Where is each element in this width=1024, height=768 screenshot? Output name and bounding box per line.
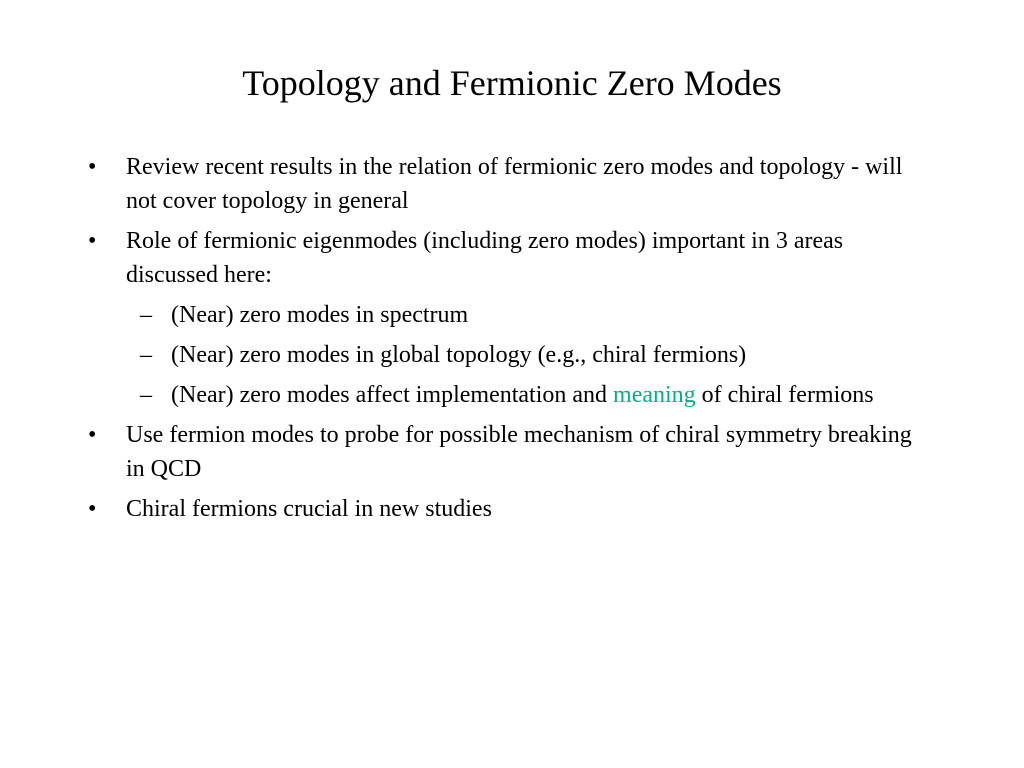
sub-bullet-text: (Near) zero modes in spectrum <box>171 302 469 328</box>
sub-bullet-item <box>0 298 1024 332</box>
sub-bullet-text: (Near) zero modes in global topology (e.g., chiral fermions) <box>171 342 747 368</box>
sub-bullet-item <box>0 378 1024 412</box>
sub-bullet-item <box>0 338 1024 372</box>
sub-bullet-text-before: (Near) zero modes affect implementation and <box>171 382 614 408</box>
bullet-text: Chiral fermions crucial in new studies <box>126 496 492 522</box>
bullet-marker: • <box>88 228 97 254</box>
bullet-text: Role of fermionic eigenmodes (including zero modes) important in 3 areas discussed here: <box>126 228 844 288</box>
bullet-item <box>0 224 1024 292</box>
bullet-text: Review recent results in the relation of fermionic zero modes and topology - will not cover topology in general <box>126 154 903 214</box>
bullet-text: Use fermion modes to probe for possible mechanism of chiral symmetry breaking in QCD <box>126 422 912 482</box>
dash-marker: – <box>140 342 152 368</box>
bullet-marker: • <box>88 422 97 448</box>
dash-marker: – <box>140 302 152 328</box>
bullet-marker: • <box>88 496 97 522</box>
bullet-item <box>0 150 1024 218</box>
bullet-item <box>0 492 1024 526</box>
sub-bullet-group <box>0 298 1024 412</box>
bullet-list <box>0 150 1024 532</box>
bullet-marker: • <box>88 154 97 180</box>
highlighted-word: meaning <box>613 382 696 408</box>
dash-marker: – <box>140 382 152 408</box>
sub-bullet-text-after: of chiral fermions <box>695 382 874 408</box>
bullet-item <box>0 418 1024 486</box>
sub-bullet-list <box>0 298 1024 412</box>
slide-title: Topology and Fermionic Zero Modes <box>242 63 782 103</box>
